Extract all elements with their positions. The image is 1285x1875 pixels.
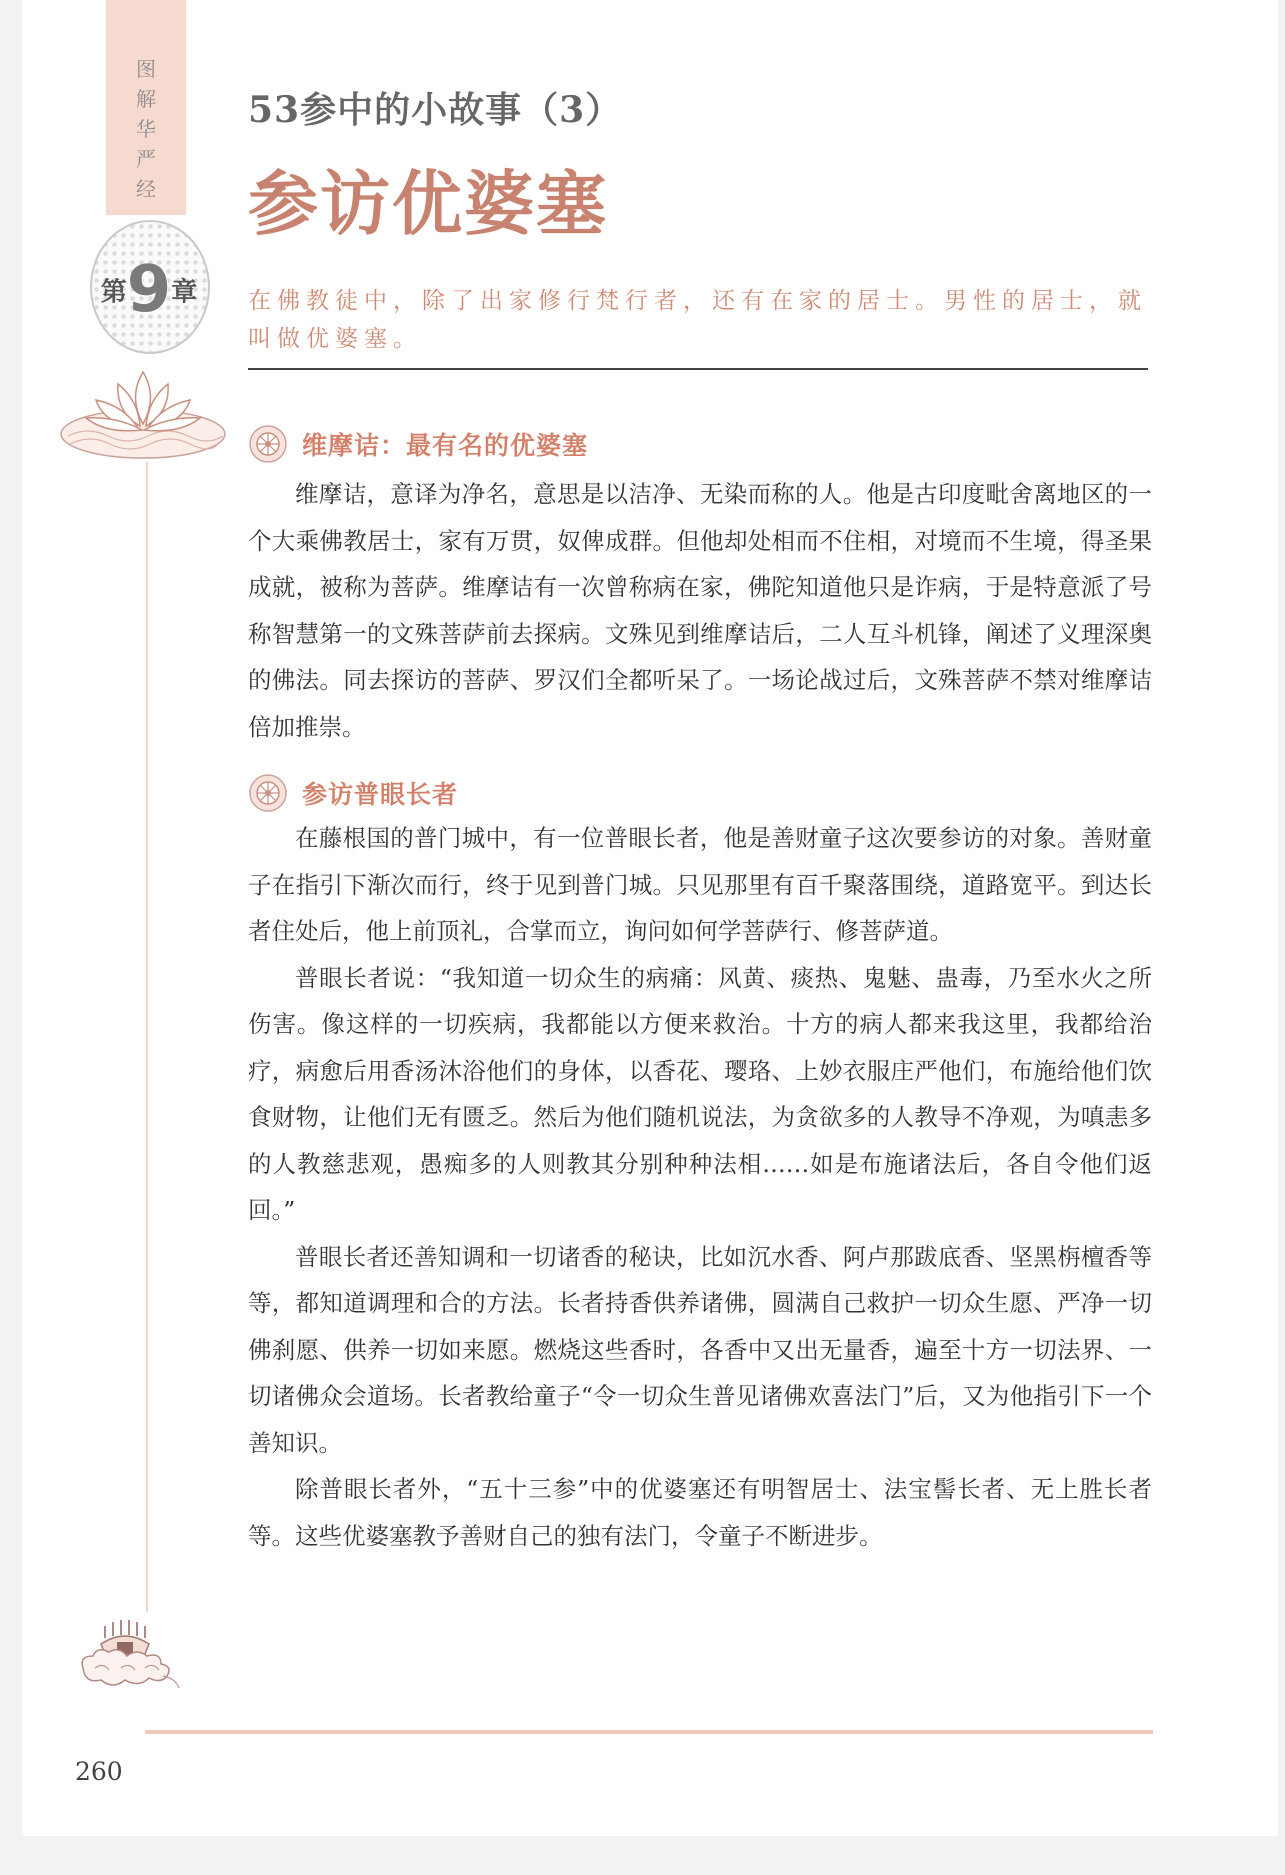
section-body xyxy=(248,471,1152,750)
dharma-wheel-icon xyxy=(248,773,288,813)
section-body xyxy=(248,815,1152,1559)
intro-text: 在佛教徒中，除了出家修行梵行者，还有在家的居士。男性的居士，就叫做优婆塞。 xyxy=(248,288,1147,352)
section-title: 参访普眼长者 xyxy=(302,780,459,809)
section-title: 维摩诘：最有名的优婆塞 xyxy=(302,431,589,460)
section-heading xyxy=(248,773,458,813)
page-number: 260 xyxy=(75,1757,123,1786)
paragraph: 普眼长者还善知调和一切诸香的秘诀，比如沉水香、阿卢那跋底香、坚黑栴檀香等等，都知道调理和合的方法。长者持香供养诸佛，圆满自己救护一切众生愿、严净一切佛刹愿、供养一切如来愿。燃烧这些香时，各香中又出无量香，遍至十方一切法界、一切诸佛众会道场。长者教给童子“令一切众生普见诸佛欢喜法门”后，又为他指引下一个善知识。 xyxy=(248,1242,1152,1457)
paragraph: 维摩诘，意译为净名，意思是以洁净、无染而称的人。他是古印度毗舍离地区的一个大乘佛教居士，家有万贯，奴俾成群。但他却处相而不住相，对境而不生境，得圣果成就，被称为菩萨。维摩诘有一次曾称病在家，佛陀知道他只是诈病，于是特意派了号称智慧第一的文殊菩萨前去探病。文殊见到维摩诘后，二人互斗机锋，阐述了义理深奥的佛法。同去探访的菩萨、罗汉们全都听呆了。一场论战过后，文殊菩萨不禁对维摩诘倍加推崇。 xyxy=(248,480,1152,741)
section-heading xyxy=(248,424,588,464)
chapter-suffix: 章 xyxy=(171,277,198,308)
series-title-char: 严 xyxy=(136,147,156,171)
paragraph: 在藤根国的普门城中，有一位普眼长者，他是善财童子这次要参访的对象。善财童子在指引下渐次而行，终于见到普门城。只见那里有百千聚落围绕，道路宽平。到达长者住处后，他上前顶礼，合掌而立，询问如何学菩萨行、修菩萨道。 xyxy=(248,824,1152,945)
chapter-label xyxy=(88,253,210,327)
series-title-char: 经 xyxy=(136,177,156,201)
series-title-char: 解 xyxy=(136,87,156,111)
paragraph: 普眼长者说：“我知道一切众生的病痛：风黄、痰热、鬼魅、蛊毒，乃至水火之所伤害。像这样的一切疾病，我都能以方便来救治。十方的病人都来我这里，我都给治疗，病愈后用香汤沐浴他们的身体，以香花、璎珞、上妙衣服庄严他们，布施给他们饮食财物，让他们无有匮乏。然后为他们随机说法，为贪欲多的人教导不净观，为嗔恚多的人教慈悲观，愚痴多的人则教其分别种种法相……如是布施诸法后，各自令他们返回。” xyxy=(248,963,1152,1224)
chapter-prefix: 第 xyxy=(100,277,127,308)
header-divider xyxy=(248,368,1148,370)
series-title-char: 图 xyxy=(136,57,156,81)
dharma-wheel-icon xyxy=(248,424,288,464)
chapter-badge xyxy=(88,220,208,370)
chapter-number: 9 xyxy=(126,253,172,327)
footer-divider xyxy=(145,1730,1153,1734)
side-divider-line xyxy=(146,462,148,1612)
paragraph: 除普眼长者外，“五十三参”中的优婆塞还有明智居士、法宝髻长者、无上胜长者等。这些优婆塞教予善财自己的独有法门，令童子不断进步。 xyxy=(248,1475,1152,1550)
series-title xyxy=(131,54,161,204)
series-title-char: 华 xyxy=(136,117,156,141)
lotus-icon xyxy=(58,362,228,462)
cloud-ornament-icon xyxy=(75,1618,185,1698)
chapter-subtitle: 53参中的小故事（3） xyxy=(248,89,623,131)
page-title: 参访优婆塞 xyxy=(248,162,608,245)
